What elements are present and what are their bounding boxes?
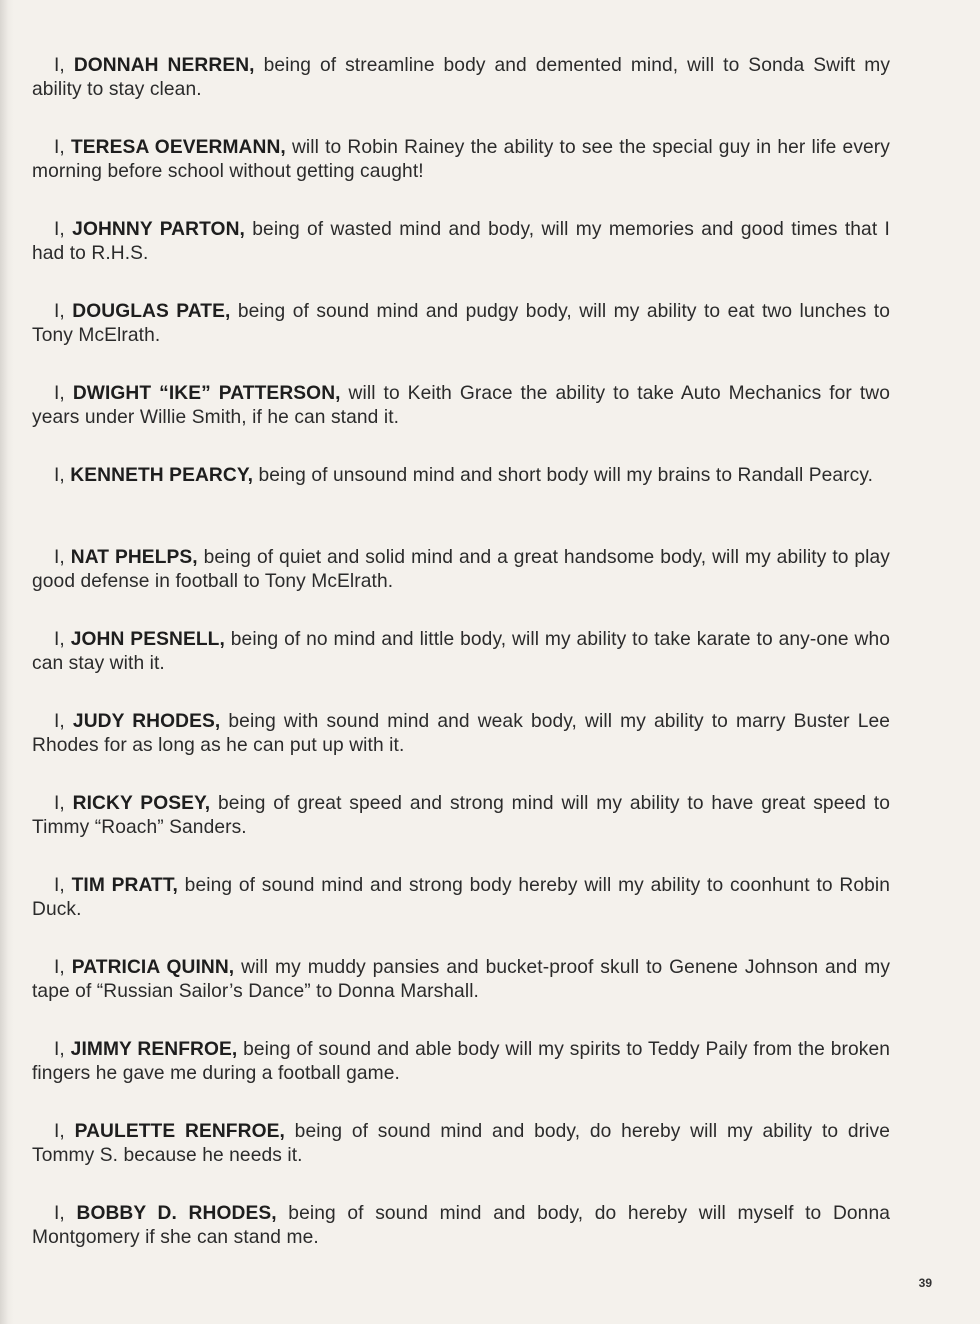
will-text: will to Keith Grace the ability to take Auto Mechanics for two years under Willie Smith, if he can stand it. [32, 383, 891, 428]
page-fold-shadow [0, 0, 14, 1324]
will-text: will my muddy pansies and bucket-proof skull to Genene Johnson and my tape of “Russian Sailor’s Dance” to Donna Marshall. [32, 957, 891, 1002]
will-entry [32, 136, 890, 218]
will-entry [32, 628, 890, 710]
page-number: 39 [918, 1276, 932, 1290]
student-name: BOBBY D. RHODES, [76, 1203, 277, 1224]
will-entry [32, 546, 890, 628]
student-name: DWIGHT “IKE” PATTERSON, [72, 383, 341, 404]
will-text: being of sound mind and pudgy body, will my ability to eat two lunches to Tony McElrath. [32, 301, 890, 346]
student-name: JIMMY RENFROE, [70, 1039, 238, 1060]
will-entry [32, 218, 890, 300]
will-prefix: I, [54, 301, 73, 322]
will-entry [32, 54, 890, 136]
will-prefix: I, [54, 1121, 75, 1142]
will-text: being with sound mind and weak body, will my ability to marry Buster Lee Rhodes for as long as he can put up with it. [32, 711, 891, 756]
will-entry [32, 300, 890, 382]
will-prefix: I, [54, 219, 73, 240]
student-name: PATRICIA QUINN, [71, 957, 235, 978]
will-entry [32, 1120, 890, 1202]
will-text: will to Robin Rainey the ability to see the special guy in her life every morning before school without getting caught! [32, 137, 890, 182]
student-name: RICKY POSEY, [72, 793, 211, 814]
will-list [32, 54, 890, 1284]
will-text: being of wasted mind and body, will my memories and good times that I had to R.H.S. [32, 219, 890, 264]
will-prefix: I, [54, 629, 71, 650]
student-name: JUDY RHODES, [72, 711, 221, 732]
will-text: being of unsound mind and short body will my brains to Randall Pearcy. [253, 465, 874, 486]
will-text: being of sound mind and body, do hereby will my ability to drive Tommy S. because he needs it. [32, 1121, 890, 1166]
student-name: DONNAH NERREN, [73, 55, 255, 76]
will-prefix: I, [54, 793, 73, 814]
will-prefix: I, [54, 547, 71, 568]
will-text: being of no mind and little body, will my ability to take karate to any-one who can stay with it. [32, 629, 890, 674]
will-text: being of sound mind and body, do hereby will myself to Donna Montgomery if she can stand me. [32, 1203, 890, 1248]
will-entry [32, 382, 890, 464]
will-entry [32, 1038, 890, 1120]
will-text: being of sound and able body will my spirits to Teddy Paily from the broken fingers he gave me during a football game. [32, 1039, 891, 1084]
will-prefix: I, [54, 875, 72, 896]
will-text: being of great speed and strong mind will my ability to have great speed to Timmy “Roach” Sanders. [32, 793, 891, 838]
will-prefix: I, [54, 137, 71, 158]
will-entry [32, 874, 890, 956]
will-entry [32, 710, 890, 792]
will-entry [32, 792, 890, 874]
will-text: being of quiet and solid mind and a great handsome body, will my ability to play good defense in football to Tony McElrath. [32, 547, 891, 592]
will-prefix: I, [54, 1203, 77, 1224]
student-name: PAULETTE RENFROE, [74, 1121, 285, 1142]
student-name: DOUGLAS PATE, [72, 301, 231, 322]
will-entry [32, 956, 890, 1038]
will-text: being of streamline body and demented mind, will to Sonda Swift my ability to stay clean. [32, 55, 891, 100]
will-prefix: I, [54, 55, 74, 76]
student-name: JOHN PESNELL, [70, 629, 225, 650]
student-name: TERESA OEVERMANN, [70, 137, 286, 158]
will-prefix: I, [54, 383, 73, 404]
will-entry [32, 464, 890, 546]
student-name: JOHNNY PARTON, [72, 219, 245, 240]
will-prefix: I, [54, 711, 73, 732]
will-entry [32, 1202, 890, 1284]
student-name: NAT PHELPS, [70, 547, 198, 568]
will-prefix: I, [54, 1039, 71, 1060]
will-prefix: I, [54, 465, 71, 486]
student-name: TIM PRATT, [71, 875, 178, 896]
student-name: KENNETH PEARCY, [70, 465, 254, 486]
will-prefix: I, [54, 957, 72, 978]
will-text: being of sound mind and strong body hereby will my ability to coonhunt to Robin Duck. [32, 875, 890, 920]
